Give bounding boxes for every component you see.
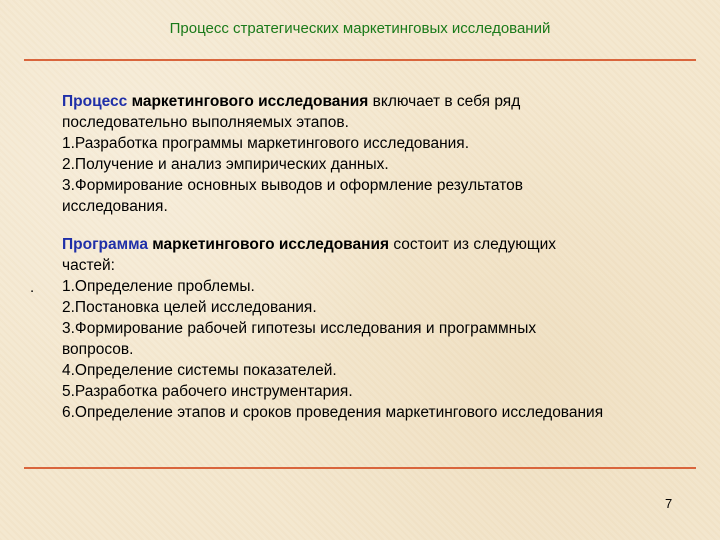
program-part: 2.Постановка целей исследования. xyxy=(62,299,317,316)
slide-title: Процесс стратегических маркетинговых исследований xyxy=(169,20,551,37)
process-section xyxy=(62,91,622,217)
process-intro-line-2: последовательно выполняемых этапов. xyxy=(62,114,349,131)
program-part: 1.Определение проблемы. xyxy=(62,278,255,295)
program-intro-rest: состоит из следующих xyxy=(389,236,556,253)
process-keyword: Процесс xyxy=(62,93,128,110)
process-intro-line xyxy=(62,91,622,112)
top-divider xyxy=(24,59,696,61)
program-part: 4.Определение системы показателей. xyxy=(62,362,337,379)
program-section xyxy=(62,234,692,423)
program-part: 6.Определение этапов и сроков проведения маркетингового исследования xyxy=(62,404,604,421)
program-part: 3.Формирование рабочей гипотезы исследования и программных xyxy=(62,320,537,337)
process-intro-rest: включает в себя ряд xyxy=(368,93,521,110)
process-step: 2.Получение и анализ эмпирических данных. xyxy=(62,156,389,173)
program-part-continuation: вопросов. xyxy=(62,341,134,358)
process-step-continuation: исследования. xyxy=(62,198,168,215)
program-keyword: Программа xyxy=(62,236,148,253)
bullet-marker: . xyxy=(30,279,35,296)
process-bold-phrase: маркетингового исследования xyxy=(131,93,369,110)
program-intro-line xyxy=(62,234,692,255)
bottom-divider xyxy=(24,467,696,469)
process-step: 1.Разработка программы маркетингового исследования. xyxy=(62,135,470,152)
page-number: 7 xyxy=(665,496,673,511)
program-part: 5.Разработка рабочего инструментария. xyxy=(62,383,353,400)
process-step: 3.Формирование основных выводов и оформление результатов xyxy=(62,177,523,194)
program-bold-phrase: маркетингового исследования xyxy=(152,236,390,253)
program-intro-line-2: частей: xyxy=(62,257,115,274)
